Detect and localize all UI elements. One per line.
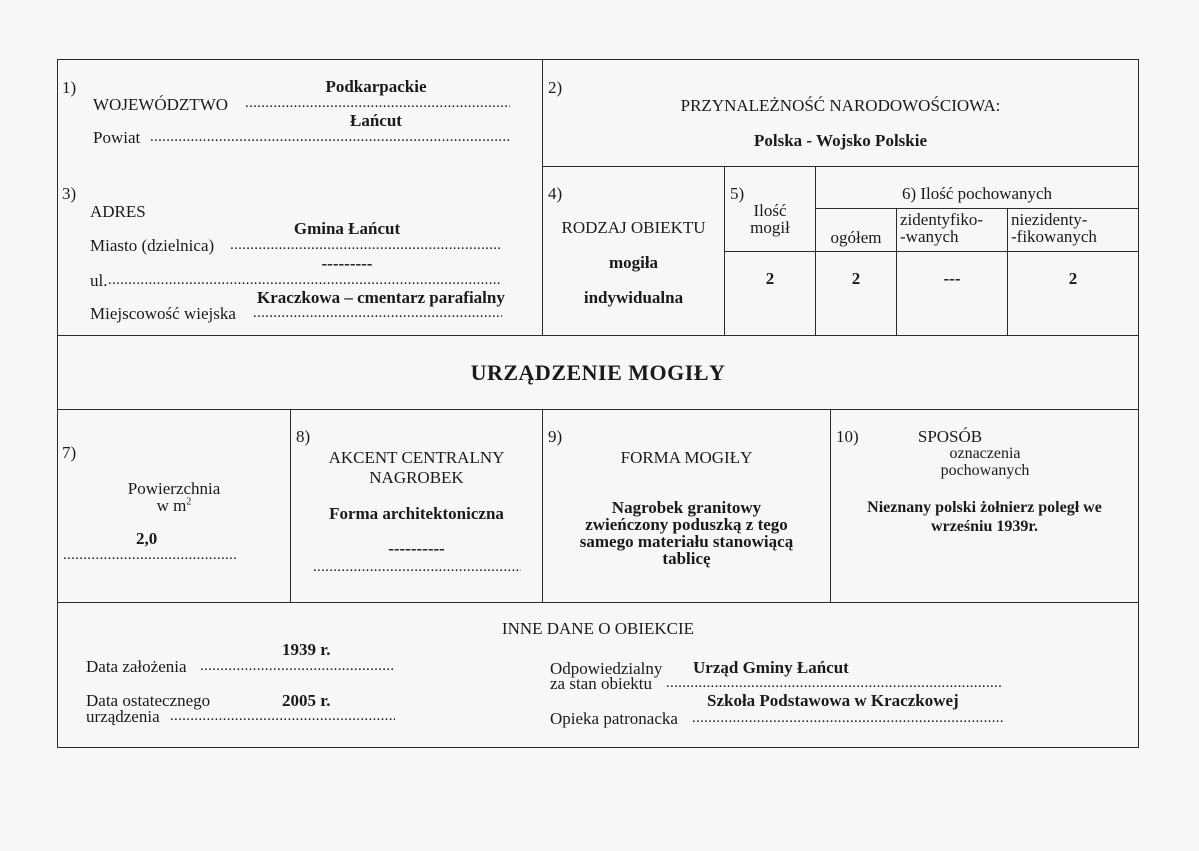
object-type-value: indywidualna [583,288,684,307]
area-unit: w $m^2$ [156,496,192,515]
border-left [57,59,58,748]
county-label: Powiat [93,128,141,147]
col-identified: -wanych [900,227,959,246]
section-number: 7) [62,443,77,462]
section-number: 4) [548,184,563,203]
city-value: Gmina Łańcut [293,219,401,238]
responsible-value: Urząd Gminy Łańcut [693,658,849,677]
grave-form-value: Nagrobek granitowy [611,498,762,517]
founded-label: Data założenia [86,657,187,676]
section-number: 10) [836,427,859,446]
area-label: Powierzchnia [127,479,221,498]
voivodeship-value: Podkarpackie [325,77,427,96]
marking-label: SPOSÓB [917,427,983,446]
county-value: Łańcut [350,111,402,130]
address-label: ADRES [90,202,146,221]
final-arrangement-label: Data ostatecznego [86,691,211,710]
responsible-label: za stan obiektu [550,674,652,693]
section-number: 2) [548,78,563,97]
dotted-line [150,130,510,145]
divider [815,208,1138,209]
area-value: 2,0 [136,529,158,548]
central-accent-dash: ---------- [388,539,445,558]
buried-count-label: 6) Ilość pochowanych [901,184,1053,203]
voivodeship-label: WOJEWÓDZTWO [93,95,229,114]
col-unidentified: -fikowanych [1011,227,1097,246]
dotted-line [200,659,395,674]
dotted-line [692,711,1003,726]
other-data-title: INNE DANE O OBIEKCIE [501,619,695,638]
dotted-line [108,273,502,288]
divider [542,166,1138,167]
final-arrangement-label: urządzenia [86,707,160,726]
marking-label: pochowanych [940,462,1030,479]
col-total: ogółem [830,228,882,247]
dotted-line [253,306,502,321]
nationality-label: PRZYNALEŻNOŚĆ NARODOWOŚCIOWA: [680,96,1001,115]
responsible-label: Odpowiedzialny [550,659,663,678]
marking-label: oznaczenia [949,445,1021,462]
nationality-value: Polska - Wojsko Polskie [753,131,928,150]
central-accent-label: NAGROBEK [369,468,464,487]
village-value: Kraczkowa – cmentarz parafialny [257,288,505,307]
section-number: 8) [296,427,311,446]
graves-count-label: mogił [750,218,790,237]
section-heading: URZĄDZENIE MOGIŁY [470,360,726,385]
object-type-label: RODZAJ OBIEKTU [561,218,706,237]
grave-form-value: samego materiału stanowiącą [579,532,794,551]
final-arrangement-value: 2005 r. [282,691,331,710]
grave-form-value: tablicę [662,549,711,568]
graves-count-label: Ilość [753,201,787,220]
dotted-line [666,676,1003,691]
dotted-line [245,96,510,111]
central-accent-label: AKCENT CENTRALNY [328,448,505,467]
dotted-line [63,548,238,563]
patronage-label: Opieka patronacka [550,709,678,728]
total-value: 2 [851,269,861,288]
unidentified-value: 2 [1068,269,1078,288]
patronage-value: Szkoła Podstawowa w Kraczkowej [707,691,959,710]
central-accent-value: Forma architektoniczna [329,504,504,523]
divider [57,602,1139,603]
section-number: 3) [62,184,77,203]
graves-count-value: 2 [765,269,775,288]
section-number: 5) [730,184,745,203]
object-type-value: mogiła [608,253,659,272]
marking-value: Nieznany polski żołnierz poległ we [867,499,1102,516]
col-unidentified: niezidenty- [1011,210,1088,229]
border-top [57,59,1139,60]
divider [724,251,1138,252]
grave-form-value: zwieńczony poduszką z tego [585,515,788,534]
divider [57,409,1139,410]
section-number: 9) [548,427,563,446]
city-label: Miasto (dzielnica) [90,236,215,255]
marking-value: wrześniu 1939r. [931,518,1038,535]
divider [57,335,1139,336]
col-identified: zidentyfiko- [900,210,984,229]
village-label: Miejscowość wiejska [90,304,236,323]
street-label: ul. [90,271,108,290]
grave-form-label: FORMA MOGIŁY [620,448,753,467]
dotted-line [170,709,395,724]
section-number: 1) [62,78,77,97]
border-right [1138,59,1139,748]
dotted-line [313,560,521,575]
dotted-line [230,238,502,253]
founded-value: 1939 r. [282,640,331,659]
street-value: --------- [321,254,373,273]
border-bottom [57,747,1139,748]
identified-value: --- [943,269,961,288]
